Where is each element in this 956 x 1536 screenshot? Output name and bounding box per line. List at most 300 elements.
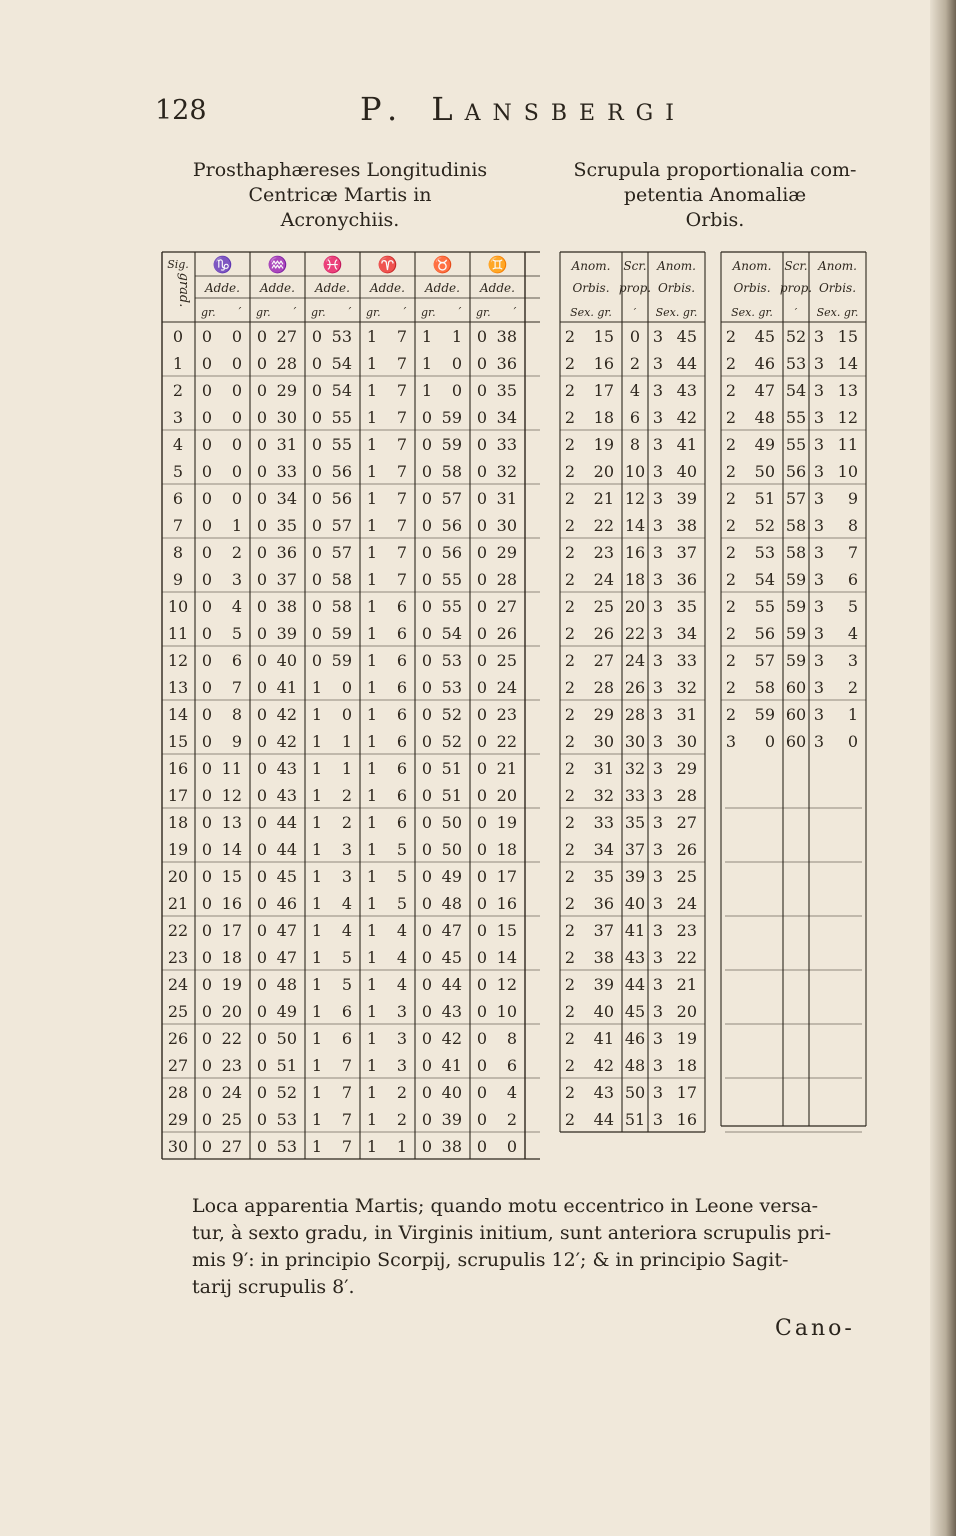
degree-value: 27 xyxy=(167,1056,189,1075)
minute-value: 2 xyxy=(231,543,242,562)
degree-value: 52 xyxy=(754,516,775,535)
minute-value: 24 xyxy=(221,1083,242,1102)
degree-value: 34 xyxy=(676,624,697,643)
right-title-line: Orbis. xyxy=(685,209,745,231)
sexagesimal-value: 3 xyxy=(652,732,664,751)
degree-value: 0 xyxy=(201,1029,213,1048)
proportional-scruple-value: 44 xyxy=(624,975,646,994)
minute-value: 47 xyxy=(276,948,297,967)
minute-value: 45 xyxy=(441,948,462,967)
minute-value: 53 xyxy=(441,651,462,670)
degree-value: 1 xyxy=(311,813,323,832)
sexagesimal-value: 3 xyxy=(813,381,825,400)
minute-value: 6 xyxy=(396,651,407,670)
sexagesimal-value: 3 xyxy=(652,759,664,778)
degree-value: 59 xyxy=(754,705,775,724)
degree-value: 0 xyxy=(476,1056,488,1075)
sexagesimal-value: 2 xyxy=(564,543,576,562)
minute-value: 43 xyxy=(441,1002,462,1021)
proportional-scruple-value: 45 xyxy=(624,1002,646,1021)
sexagesimal-value: 3 xyxy=(652,624,664,643)
sexagesimal-value: 3 xyxy=(652,705,664,724)
degree-value: 27 xyxy=(676,813,697,832)
degree-value: 36 xyxy=(676,570,697,589)
minute-value: 56 xyxy=(331,462,352,481)
degree-value: 0 xyxy=(256,435,268,454)
degree-value: 3 xyxy=(172,408,184,427)
proportional-scruple-value: 32 xyxy=(624,759,646,778)
degree-value: 45 xyxy=(754,327,775,346)
minute-value: 38 xyxy=(276,597,297,616)
degree-value: 0 xyxy=(256,543,268,562)
degree-value: 0 xyxy=(421,894,433,913)
sexagesimal-value: 2 xyxy=(564,867,576,886)
minute-value: 25 xyxy=(221,1110,242,1129)
degree-value: 1 xyxy=(366,1029,378,1048)
degree-value: 0 xyxy=(311,597,323,616)
column-label-orbis: Orbis. xyxy=(657,281,696,295)
unit-label-min: ′ xyxy=(238,305,242,319)
degree-value: 0 xyxy=(476,948,488,967)
degree-value: 9 xyxy=(847,489,858,508)
minute-value: 7 xyxy=(396,381,407,400)
minute-value: 27 xyxy=(221,1137,242,1156)
minute-value: 54 xyxy=(441,624,462,643)
sexagesimal-value: 2 xyxy=(564,948,576,967)
proportional-scruple-value: 39 xyxy=(624,867,646,886)
degree-value: 1 xyxy=(311,1029,323,1048)
minute-value: 5 xyxy=(341,948,352,967)
degree-value: 1 xyxy=(366,570,378,589)
degree-value: 0 xyxy=(421,516,433,535)
degree-value: 31 xyxy=(593,759,614,778)
right-title-line: petentia Anomaliæ xyxy=(623,184,807,206)
degree-value: 0 xyxy=(201,732,213,751)
minute-value: 53 xyxy=(276,1137,297,1156)
degree-value: 1 xyxy=(366,543,378,562)
degree-value: 0 xyxy=(256,732,268,751)
minute-value: 6 xyxy=(396,597,407,616)
degree-value: 1 xyxy=(366,1002,378,1021)
degree-value: 30 xyxy=(167,1137,189,1156)
degree-value: 1 xyxy=(366,1110,378,1129)
minute-value: 5 xyxy=(396,894,407,913)
degree-value: 12 xyxy=(837,408,858,427)
degree-value: 1 xyxy=(366,408,378,427)
degree-value: 0 xyxy=(421,597,433,616)
side-header-grad: grad. xyxy=(176,272,191,308)
unit-label: Sex. gr. xyxy=(655,306,698,319)
degree-value: 21 xyxy=(676,975,697,994)
degree-value: 26 xyxy=(167,1029,189,1048)
degree-value: 0 xyxy=(201,948,213,967)
minute-value: 4 xyxy=(396,948,407,967)
minute-value: 6 xyxy=(396,678,407,697)
degree-value: 31 xyxy=(676,705,697,724)
degree-value: 7 xyxy=(847,543,858,562)
minute-value: 28 xyxy=(276,354,297,373)
proportional-scruple-value: 41 xyxy=(624,921,646,940)
sexagesimal-value: 2 xyxy=(564,894,576,913)
proportional-scruple-value: 57 xyxy=(785,489,807,508)
sexagesimal-value: 3 xyxy=(652,867,664,886)
right-title-line: Scrupula proportionalia com- xyxy=(573,159,857,181)
zodiac-sign-symbol: ♒ xyxy=(267,255,288,274)
degree-value: 0 xyxy=(201,381,213,400)
zodiac-sign-symbol: ♓ xyxy=(322,255,343,274)
degree-value: 1 xyxy=(366,381,378,400)
degree-value: 0 xyxy=(256,651,268,670)
unit-label-gr: gr. xyxy=(311,306,326,319)
minute-value: 1 xyxy=(341,759,352,778)
degree-value: 1 xyxy=(366,975,378,994)
degree-value: 0 xyxy=(476,435,488,454)
degree-value: 0 xyxy=(476,1137,488,1156)
minute-value: 7 xyxy=(396,516,407,535)
minute-value: 2 xyxy=(396,1110,407,1129)
minute-value: 14 xyxy=(496,948,517,967)
degree-value: 33 xyxy=(676,651,697,670)
degree-value: 55 xyxy=(754,597,775,616)
degree-value: 1 xyxy=(366,462,378,481)
catchword: Cano- xyxy=(775,1316,855,1341)
degree-value: 0 xyxy=(201,570,213,589)
degree-value: 1 xyxy=(311,1056,323,1075)
minute-value: 59 xyxy=(331,624,352,643)
proportional-scruple-value: 53 xyxy=(785,354,807,373)
sexagesimal-value: 3 xyxy=(652,1056,664,1075)
degree-value: 24 xyxy=(593,570,614,589)
degree-value: 0 xyxy=(201,1137,213,1156)
minute-value: 1 xyxy=(341,732,352,751)
minute-value: 45 xyxy=(276,867,297,886)
minute-value: 3 xyxy=(396,1029,407,1048)
degree-value: 1 xyxy=(366,516,378,535)
degree-value: 56 xyxy=(754,624,775,643)
page-number: 128 xyxy=(155,95,207,126)
degree-value: 25 xyxy=(676,867,697,886)
unit-label: Sex. gr. xyxy=(570,306,612,319)
degree-value: 4 xyxy=(847,624,858,643)
sexagesimal-value: 2 xyxy=(564,1056,576,1075)
sexagesimal-value: 3 xyxy=(813,516,825,535)
unit-label-min: ′ xyxy=(403,305,407,319)
column-label-anom: Anom. xyxy=(571,259,611,273)
degree-value: 26 xyxy=(593,624,614,643)
degree-value: 0 xyxy=(476,840,488,859)
degree-value: 0 xyxy=(311,489,323,508)
degree-value: 0 xyxy=(476,1002,488,1021)
minute-value: 59 xyxy=(331,651,352,670)
degree-value: 0 xyxy=(256,1029,268,1048)
zodiac-sign-symbol: ♑ xyxy=(212,255,233,274)
sexagesimal-value: 2 xyxy=(564,732,576,751)
proportional-scruple-value: 43 xyxy=(624,948,646,967)
minute-value: 0 xyxy=(231,381,242,400)
minute-value: 6 xyxy=(396,813,407,832)
minute-value: 0 xyxy=(341,705,352,724)
sexagesimal-value: 3 xyxy=(652,1110,664,1129)
degree-value: 1 xyxy=(172,354,184,373)
minute-value: 17 xyxy=(221,921,242,940)
degree-value: 0 xyxy=(476,678,488,697)
degree-value: 0 xyxy=(256,678,268,697)
proportional-scruple-value: 26 xyxy=(624,678,646,697)
sexagesimal-value: 2 xyxy=(564,435,576,454)
minute-value: 5 xyxy=(341,975,352,994)
minute-value: 10 xyxy=(496,1002,517,1021)
sexagesimal-value: 2 xyxy=(564,1110,576,1129)
degree-value: 0 xyxy=(311,651,323,670)
unit-label-gr: gr. xyxy=(256,306,271,319)
running-head: P. Lansbergi xyxy=(360,90,686,128)
degree-value: 22 xyxy=(167,921,189,940)
degree-value: 23 xyxy=(167,948,189,967)
degree-value: 0 xyxy=(476,516,488,535)
minute-value: 34 xyxy=(276,489,297,508)
minute-value: 7 xyxy=(396,435,407,454)
minute-value: 2 xyxy=(506,1110,517,1129)
sexagesimal-value: 3 xyxy=(813,408,825,427)
unit-label: ′ xyxy=(794,306,798,319)
degree-value: 22 xyxy=(676,948,697,967)
degree-value: 21 xyxy=(593,489,614,508)
degree-value: 0 xyxy=(476,894,488,913)
sexagesimal-value: 3 xyxy=(652,381,664,400)
degree-value: 0 xyxy=(764,732,775,751)
proportional-scruple-value: 0 xyxy=(629,327,641,346)
sexagesimal-value: 3 xyxy=(652,678,664,697)
sexagesimal-value: 3 xyxy=(813,489,825,508)
column-label-anom: Scr. xyxy=(623,259,647,273)
unit-label: Sex. gr. xyxy=(731,306,773,319)
degree-value: 42 xyxy=(593,1056,614,1075)
unit-label-gr: gr. xyxy=(366,306,381,319)
degree-value: 19 xyxy=(167,840,189,859)
minute-value: 1 xyxy=(396,1137,407,1156)
degree-value: 0 xyxy=(256,1110,268,1129)
minute-value: 22 xyxy=(221,1029,242,1048)
minute-value: 53 xyxy=(331,327,352,346)
minute-value: 6 xyxy=(506,1056,517,1075)
degree-value: 0 xyxy=(421,462,433,481)
zodiac-sign-symbol: ♊ xyxy=(487,255,508,274)
sexagesimal-value: 3 xyxy=(813,354,825,373)
zodiac-sign-symbol: ♈ xyxy=(377,255,398,274)
sexagesimal-value: 2 xyxy=(725,462,737,481)
minute-value: 57 xyxy=(441,489,462,508)
proportional-scruple-value: 59 xyxy=(785,624,807,643)
minute-value: 52 xyxy=(276,1083,297,1102)
degree-value: 8 xyxy=(172,543,184,562)
sexagesimal-value: 2 xyxy=(564,678,576,697)
proportional-scruple-value: 59 xyxy=(785,651,807,670)
proportional-scruple-value: 60 xyxy=(785,678,807,697)
proportional-scruple-value: 35 xyxy=(624,813,646,832)
unit-label-min: ′ xyxy=(513,305,517,319)
column-label-anom: Anom. xyxy=(732,259,772,273)
minute-value: 7 xyxy=(396,408,407,427)
degree-value: 0 xyxy=(476,786,488,805)
sexagesimal-value: 3 xyxy=(813,435,825,454)
sexagesimal-value: 3 xyxy=(813,705,825,724)
degree-value: 0 xyxy=(476,624,488,643)
minute-value: 17 xyxy=(496,867,517,886)
degree-value: 15 xyxy=(593,327,614,346)
degree-value: 0 xyxy=(421,867,433,886)
proportional-scruple-value: 56 xyxy=(785,462,807,481)
degree-value: 0 xyxy=(476,1110,488,1129)
minute-value: 41 xyxy=(441,1056,462,1075)
left-title-line: Prosthaphæreses Longitudinis xyxy=(192,159,488,181)
degree-value: 32 xyxy=(676,678,697,697)
sexagesimal-value: 2 xyxy=(725,624,737,643)
minute-value: 25 xyxy=(496,651,517,670)
degree-value: 1 xyxy=(366,894,378,913)
sexagesimal-value: 3 xyxy=(813,651,825,670)
degree-value: 0 xyxy=(421,840,433,859)
degree-value: 35 xyxy=(593,867,614,886)
column-label-anom: Scr. xyxy=(784,259,808,273)
degree-value: 0 xyxy=(201,894,213,913)
proportional-scruple-value: 58 xyxy=(785,543,807,562)
proportional-scruple-value: 14 xyxy=(624,516,646,535)
proportional-scruple-value: 2 xyxy=(629,354,641,373)
degree-value: 0 xyxy=(256,408,268,427)
minute-value: 51 xyxy=(441,759,462,778)
degree-value: 0 xyxy=(201,678,213,697)
minute-value: 56 xyxy=(441,543,462,562)
degree-value: 49 xyxy=(754,435,775,454)
degree-value: 1 xyxy=(311,759,323,778)
degree-value: 17 xyxy=(593,381,614,400)
minute-value: 38 xyxy=(496,327,517,346)
sexagesimal-value: 2 xyxy=(564,1002,576,1021)
minute-value: 0 xyxy=(231,408,242,427)
degree-value: 0 xyxy=(201,597,213,616)
degree-value: 0 xyxy=(421,570,433,589)
degree-value: 1 xyxy=(311,1110,323,1129)
degree-value: 45 xyxy=(676,327,697,346)
degree-value: 0 xyxy=(256,354,268,373)
degree-value: 29 xyxy=(593,705,614,724)
degree-value: 0 xyxy=(201,543,213,562)
minute-value: 3 xyxy=(341,840,352,859)
degree-value: 9 xyxy=(172,570,184,589)
degree-value: 33 xyxy=(593,813,614,832)
degree-value: 29 xyxy=(167,1110,189,1129)
degree-value: 10 xyxy=(167,597,189,616)
minute-value: 27 xyxy=(496,597,517,616)
sexagesimal-value: 2 xyxy=(725,435,737,454)
degree-value: 1 xyxy=(311,678,323,697)
proportional-scruple-value: 24 xyxy=(624,651,646,670)
minute-value: 3 xyxy=(396,1056,407,1075)
degree-value: 36 xyxy=(593,894,614,913)
proportional-scruple-value: 46 xyxy=(624,1029,646,1048)
degree-value: 1 xyxy=(311,894,323,913)
minute-value: 4 xyxy=(506,1083,517,1102)
minute-value: 39 xyxy=(441,1110,462,1129)
degree-value: 38 xyxy=(676,516,697,535)
sexagesimal-value: 2 xyxy=(564,651,576,670)
minute-value: 7 xyxy=(396,354,407,373)
minute-value: 15 xyxy=(496,921,517,940)
proportional-scruple-value: 50 xyxy=(624,1083,646,1102)
book-gutter xyxy=(930,0,956,1536)
minute-value: 4 xyxy=(341,894,352,913)
minute-value: 4 xyxy=(396,975,407,994)
minute-value: 53 xyxy=(276,1110,297,1129)
minute-value: 6 xyxy=(231,651,242,670)
minute-value: 3 xyxy=(341,867,352,886)
proportional-scruple-value: 55 xyxy=(785,408,807,427)
sexagesimal-value: 2 xyxy=(564,813,576,832)
degree-value: 0 xyxy=(476,813,488,832)
sexagesimal-value: 3 xyxy=(652,1029,664,1048)
proportional-scruple-value: 20 xyxy=(624,597,646,616)
sexagesimal-value: 3 xyxy=(813,678,825,697)
minute-value: 32 xyxy=(496,462,517,481)
degree-value: 0 xyxy=(256,948,268,967)
degree-value: 3 xyxy=(847,651,858,670)
sexagesimal-value: 2 xyxy=(725,516,737,535)
minute-value: 21 xyxy=(496,759,517,778)
degree-value: 0 xyxy=(421,759,433,778)
sexagesimal-value: 2 xyxy=(725,381,737,400)
minute-value: 7 xyxy=(396,462,407,481)
degree-value: 18 xyxy=(593,408,614,427)
proportional-scruple-value: 48 xyxy=(624,1056,646,1075)
sexagesimal-value: 3 xyxy=(652,921,664,940)
degree-value: 0 xyxy=(201,408,213,427)
minute-value: 28 xyxy=(496,570,517,589)
degree-value: 1 xyxy=(366,705,378,724)
minute-value: 0 xyxy=(451,381,462,400)
degree-value: 28 xyxy=(593,678,614,697)
degree-value: 26 xyxy=(676,840,697,859)
proportional-scruple-value: 59 xyxy=(785,597,807,616)
sexagesimal-value: 3 xyxy=(652,408,664,427)
degree-value: 0 xyxy=(421,921,433,940)
minute-value: 4 xyxy=(231,597,242,616)
proportional-scruple-value: 16 xyxy=(624,543,646,562)
degree-value: 0 xyxy=(311,543,323,562)
zodiac-sign-symbol: ♉ xyxy=(432,255,453,274)
sexagesimal-value: 3 xyxy=(652,1083,664,1102)
minute-value: 57 xyxy=(331,516,352,535)
minute-value: 47 xyxy=(276,921,297,940)
degree-value: 0 xyxy=(256,1083,268,1102)
degree-value: 2 xyxy=(172,381,184,400)
sexagesimal-value: 2 xyxy=(564,624,576,643)
minute-value: 7 xyxy=(396,327,407,346)
degree-value: 0 xyxy=(311,381,323,400)
sexagesimal-value: 3 xyxy=(813,732,825,751)
minute-value: 1 xyxy=(451,327,462,346)
degree-value: 0 xyxy=(421,975,433,994)
unit-label-gr: gr. xyxy=(421,306,436,319)
degree-value: 0 xyxy=(201,1002,213,1021)
sexagesimal-value: 3 xyxy=(813,597,825,616)
proportional-scruple-value: 37 xyxy=(624,840,646,859)
column-label-adde: Adde. xyxy=(205,281,240,295)
minute-value: 59 xyxy=(441,435,462,454)
minute-value: 50 xyxy=(441,813,462,832)
degree-value: 17 xyxy=(167,786,189,805)
minute-value: 5 xyxy=(396,867,407,886)
minute-value: 36 xyxy=(496,354,517,373)
